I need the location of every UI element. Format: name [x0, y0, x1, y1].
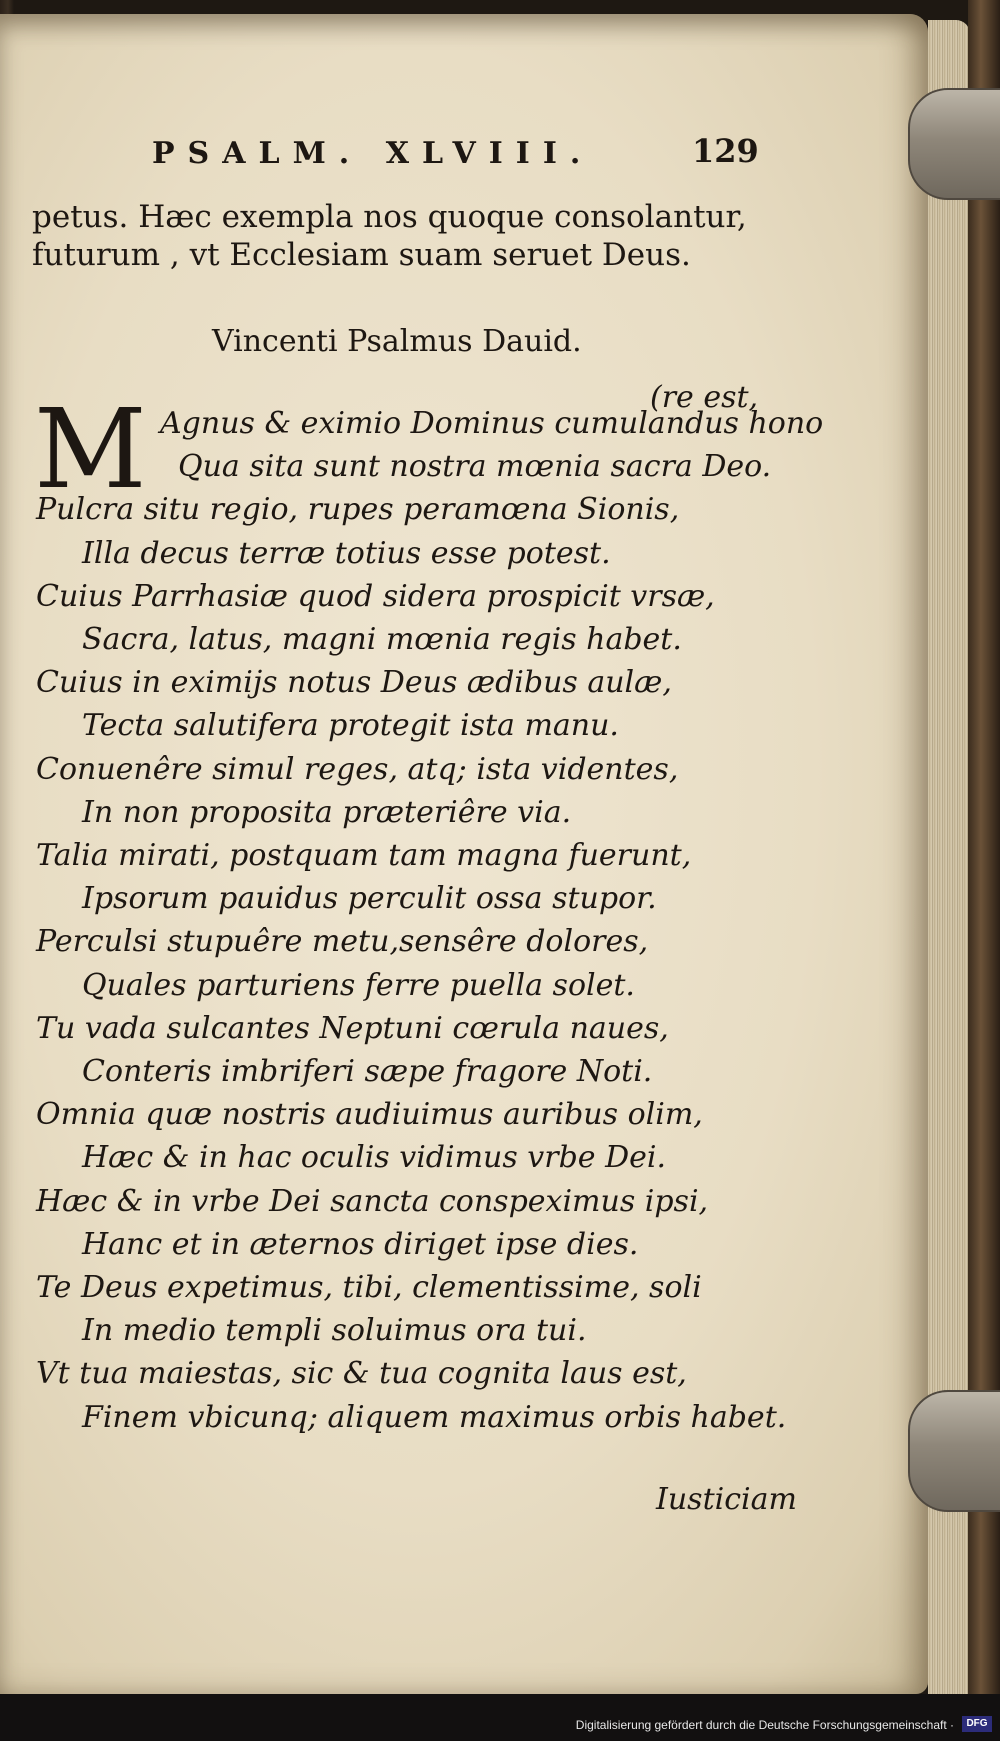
verse-line: Tecta salutifera protegit ista manu. [82, 708, 619, 744]
page-number: 129 [692, 132, 759, 170]
prose-line-1: petus. Hæc exempla nos quoque consolantur, [32, 199, 747, 235]
verse-line: Hæc & in vrbe Dei sancta conspeximus ipsi, [36, 1183, 709, 1219]
verse-line: Illa decus terræ totius esse potest. [82, 535, 611, 571]
verse-line: Perculsi stupuêre metu,sensêre dolores, [36, 924, 649, 960]
carryover-text: (re est, [650, 380, 759, 415]
verse-line: Conteris imbriferi sæpe fragore Noti. [82, 1054, 653, 1089]
verse-line: Ipsorum pauidus perculit ossa stupor. [82, 881, 657, 917]
metal-clasp-bottom [908, 1390, 1000, 1512]
verse-line: Hanc et in æternos diriget ipse dies. [82, 1226, 639, 1262]
verse-line: Sacra, latus, magni mœnia regis habet. [82, 622, 682, 657]
running-title: PSALM. XLVIII. [152, 136, 594, 171]
prose-line-2: futurum , vt Ecclesiam suam seruet Deus. [32, 237, 691, 273]
verse-line: Te Deus expetimus, tibi, clementissime, soli [36, 1270, 702, 1305]
verse-line: Talia mirati, postquam tam magna fuerunt, [36, 838, 692, 873]
verse-line: Quales parturiens ferre puella solet. [82, 967, 635, 1003]
verse-line: Finem vbicunq; aliquem maximus orbis habet. [82, 1399, 787, 1435]
verse-line: Omnia quæ nostris audiuimus auribus olim, [36, 1097, 703, 1133]
verse-line: Tu vada sulcantes Neptuni cœrula naues, [36, 1010, 669, 1046]
verse-line: Vt tua maiestas, sic & tua cognita laus est, [36, 1356, 687, 1392]
book-page [0, 14, 928, 1694]
dfg-logo: DFG [962, 1716, 992, 1732]
metal-clasp-top [908, 88, 1000, 200]
verse-line: Agnus & eximio Dominus cumulandus hono [160, 406, 824, 441]
psalm-title: Vincenti Psalmus Dauid. [212, 324, 582, 359]
verse-line: Cuius Parrhasiæ quod sidera prospicit vrsæ, [36, 578, 715, 614]
verse-line: In non proposita præteriêre via. [82, 794, 572, 830]
verse-line: Qua sita sunt nostra mœnia sacra Deo. [178, 449, 772, 485]
verse-line: Conuenêre simul reges, atq; ista videntes, [36, 751, 679, 787]
verse-line: In medio templi soluimus ora tui. [82, 1313, 587, 1349]
digitization-credit: Digitalisierung gefördert durch die Deutsche Forschungsgemeinschaft · [575, 1718, 954, 1732]
verse-line: Hæc & in hac oculis vidimus vrbe Dei. [82, 1140, 667, 1176]
verse-line: Cuius in eximijs notus Deus ædibus aulæ, [36, 665, 672, 701]
drop-cap: M [34, 385, 147, 513]
verse-line: Pulcra situ regio, rupes peramœna Sionis, [36, 492, 680, 528]
catchword: Iusticiam [656, 1482, 797, 1517]
